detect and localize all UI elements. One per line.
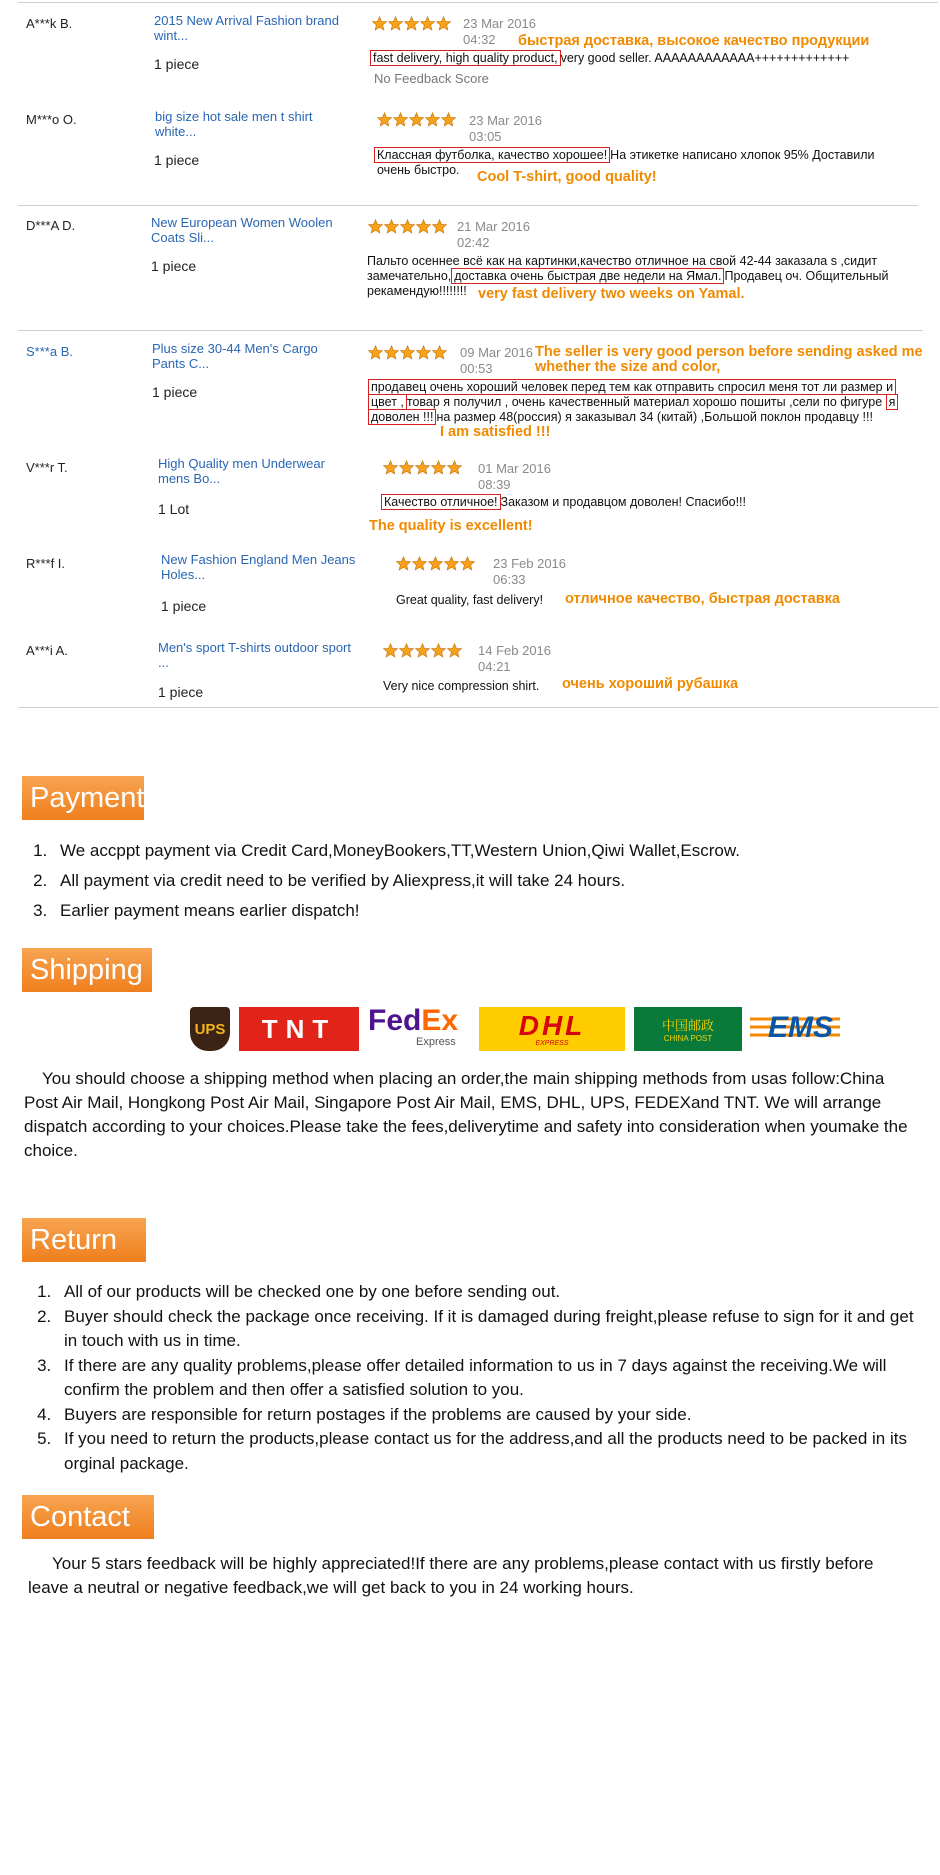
return-item: 5. If you need to return the products,please contact us for the address,and all the products need to be packed in its orginal package. [56, 1427, 922, 1476]
star-icon [447, 643, 462, 658]
divider [18, 707, 938, 708]
product-link[interactable]: Plus size 30-44 Men's Cargo Pants C... [152, 341, 318, 371]
quantity: 1 Lot [158, 501, 190, 517]
buyer-name: R***f I. [26, 556, 66, 571]
highlighted-text: доставка очень быстрая две недели на Ямал. [451, 268, 724, 284]
star-icon [399, 643, 414, 658]
review-text-line [368, 380, 896, 395]
china-post-logo [634, 1007, 742, 1051]
highlighted-text: цвет , [368, 394, 407, 410]
product-link[interactable]: Men's sport T-shirts outdoor sport ... [158, 640, 351, 670]
shipping-heading: Shipping [22, 948, 152, 992]
star-rating [368, 219, 447, 234]
review-text-rest: very good seller. AAAAAAAAAAAA+++++++++++++ [560, 51, 850, 65]
review-text-line [368, 395, 898, 410]
payment-list [22, 836, 922, 926]
translation-note: whether the size and color, [535, 359, 721, 375]
star-icon [425, 112, 440, 127]
star-icon [388, 16, 403, 31]
return-item: 2. Buyer should check the package once receiving. If it is damaged during freight,please refuse to sign for it and get in touch with us in time. [56, 1305, 922, 1354]
star-icon [447, 460, 462, 475]
translation-note: отличное качество, быстрая доставка [565, 591, 840, 607]
star-rating [377, 112, 456, 127]
contact-heading: Contact [22, 1495, 154, 1539]
contact-text: Your 5 stars feedback will be highly appreciated!If there are any problems,please contact with us firstly before leave a neutral or negative feedback,we will get back to you in 24 working hours. [28, 1554, 874, 1597]
review-text [370, 51, 849, 66]
star-rating [368, 345, 447, 360]
star-icon [431, 643, 446, 658]
star-icon [396, 556, 411, 571]
star-icon [409, 112, 424, 127]
divider [18, 330, 923, 331]
star-icon [384, 219, 399, 234]
review-time: 03:05 [469, 129, 502, 144]
tnt-logo-text: TNT [261, 1013, 337, 1044]
star-icon [404, 16, 419, 31]
star-icon [428, 556, 443, 571]
highlighted-text: продавец очень хороший человек перед тем как отправить спросил меня тот ли размер и [368, 379, 896, 395]
review-date: 01 Mar 2016 [478, 461, 551, 476]
buyer-name[interactable]: S***a B. [26, 344, 73, 359]
star-icon [383, 643, 398, 658]
payment-item: 1. We accppt payment via Credit Card,MoneyBookers,TT,Western Union,Qiwi Wallet,Escrow. [52, 836, 922, 866]
translation-note: I am satisfied !!! [440, 424, 551, 440]
ems-logo [750, 1007, 842, 1051]
review-text-part: на размер 48(россия) я заказывал 34 (китай) ,Большой поклон продавцу !!! [436, 410, 873, 424]
review-time: 04:32 [463, 32, 496, 47]
translation-note: The seller is very good person before sending asked me [535, 344, 923, 360]
return-item: 3. If there are any quality problems,please offer detailed information to us in 7 days against the receiving.We will confirm the problem and then offer a satisfied solution to you. [56, 1354, 922, 1403]
review-text-part: Продавец оч. Общительный [724, 269, 889, 283]
dhl-logo-text: DHL [518, 1009, 586, 1041]
star-icon [441, 112, 456, 127]
buyer-name: M***o O. [26, 112, 77, 127]
product-link[interactable]: 2015 New Arrival Fashion brand wint... [154, 13, 339, 43]
star-icon [372, 16, 387, 31]
star-icon [399, 460, 414, 475]
star-icon [368, 219, 383, 234]
china-post-logo-cn: 中国邮政 [661, 1018, 714, 1033]
review-text: Very nice compression shirt. [383, 679, 540, 693]
review-date: 23 Mar 2016 [463, 16, 536, 31]
quantity: 1 piece [158, 684, 204, 700]
highlighted-text: fast delivery, high quality product, [370, 50, 561, 66]
return-item: 1. All of our products will be checked one by one before sending out. [56, 1280, 922, 1305]
review-date: 23 Feb 2016 [493, 556, 567, 571]
star-icon [393, 112, 408, 127]
review-text-part: Заказом и продавцом доволен! Спасибо!!! [500, 495, 747, 509]
star-icon [436, 16, 451, 31]
star-icon [383, 460, 398, 475]
quantity: 1 piece [151, 258, 197, 274]
review-text-line [367, 269, 888, 284]
star-icon [400, 219, 415, 234]
star-icon [416, 345, 431, 360]
highlighted-text: Классная футболка, качество хорошее! [374, 147, 610, 163]
buyer-name: A***i A. [26, 643, 68, 658]
star-rating [383, 643, 462, 658]
star-icon [400, 345, 415, 360]
payment-heading: Payment [22, 776, 144, 820]
return-heading: Return [22, 1218, 146, 1262]
product-link[interactable]: New Fashion England Men Jeans Holes... [161, 552, 356, 582]
star-icon [412, 556, 427, 571]
review-text-part: замечательно, [367, 269, 452, 283]
star-icon [431, 460, 446, 475]
star-icon [416, 219, 431, 234]
buyer-name: D***A D. [26, 218, 76, 233]
buyer-name: A***k B. [26, 16, 73, 31]
review-text-line [381, 495, 746, 510]
fedex-logo-ex: Ex [421, 1004, 459, 1037]
review-text-line: рекамендую!!!!!!!! [367, 284, 467, 298]
review-time: 00:53 [460, 361, 493, 376]
review-time: 06:33 [493, 572, 526, 587]
review-date: 21 Mar 2016 [457, 219, 530, 234]
review-text-line: очень быстро. [377, 163, 460, 177]
buyer-name: V***r T. [26, 460, 68, 475]
review-time: 02:42 [457, 235, 490, 250]
quantity: 1 piece [161, 598, 207, 614]
ems-logo-text: EMS [768, 1011, 834, 1044]
translation-note: Cool T-shirt, good quality! [477, 169, 657, 185]
product-link[interactable]: big size hot sale men t shirt white... [155, 109, 313, 139]
star-icon [377, 112, 392, 127]
return-list [22, 1280, 922, 1476]
review-date: 23 Mar 2016 [469, 113, 542, 128]
quantity: 1 piece [152, 384, 198, 400]
star-icon [368, 345, 383, 360]
review-time: 08:39 [478, 477, 511, 492]
star-icon [420, 16, 435, 31]
translation-note: быстрая доставка, высокое качество продукции [518, 33, 870, 49]
divider [18, 205, 918, 206]
quantity: 1 piece [154, 56, 200, 72]
payment-item: 2. All payment via credit need to be verified by Aliexpress,it will take 24 hours. [52, 866, 922, 896]
ups-logo: UPS [190, 1007, 230, 1051]
review-date: 09 Mar 2016 [460, 345, 533, 360]
review-text-line: Пальто осеннее всё как на картинки,качество отличное на свой 42-44 заказала s ,сидит [367, 254, 878, 268]
translation-note: очень хороший рубашка [562, 676, 739, 692]
product-link[interactable]: High Quality men Underwear mens Bo... [158, 456, 325, 486]
fedex-logo-fed: Fed [368, 1004, 422, 1037]
highlighted-text: доволен !!! [368, 409, 436, 425]
star-icon [415, 643, 430, 658]
star-icon [444, 556, 459, 571]
dhl-logo-sub: EXPRESS [535, 1039, 569, 1047]
translation-note: The quality is excellent! [369, 518, 533, 534]
star-rating [383, 460, 462, 475]
review-date: 14 Feb 2016 [478, 643, 552, 658]
translation-note: very fast delivery two weeks on Yamal. [478, 286, 745, 302]
star-icon [384, 345, 399, 360]
star-icon [432, 345, 447, 360]
star-icon [460, 556, 475, 571]
review-text-rest: На этикетке написано хлопок 95% Доставили [610, 148, 875, 162]
quantity: 1 piece [154, 152, 200, 168]
dhl-logo [479, 1007, 625, 1051]
fedex-logo [368, 1005, 473, 1049]
star-icon [432, 219, 447, 234]
star-icon [415, 460, 430, 475]
shipping-text: You should choose a shipping method when placing an order,the main shipping methods from usas follow:China Post Air Mail, Hongkong Post Air Mail, Singapore Post Air Mail, EMS, DHL, UPS, FEDEXand TNT. We will arrange dispatch according to your choices.Please take the fees,deliverytime and safety into consideration when youmake the choice. [24, 1069, 908, 1160]
review-time: 04:21 [478, 659, 511, 674]
china-post-logo-en: CHINA POST [663, 1034, 713, 1043]
review-text-part: товар я получил , очень качественный материал хорошо пошиты ,сели по фигуре [406, 395, 883, 409]
highlighted-text: Качество отличное! [381, 494, 501, 510]
feedback-score: No Feedback Score [374, 71, 489, 86]
divider [18, 2, 938, 3]
star-rating [372, 16, 451, 31]
product-link[interactable]: New European Women Woolen Coats Sli... [151, 215, 333, 245]
review-text [374, 148, 875, 163]
fedex-logo-sub: Express [416, 1036, 456, 1048]
star-rating [396, 556, 475, 571]
return-item: 4. Buyers are responsible for return postages if the problems are caused by your side. [56, 1403, 922, 1428]
tnt-logo [239, 1007, 359, 1051]
review-text-line [368, 410, 873, 425]
review-text: Great quality, fast delivery! [396, 593, 544, 607]
highlighted-text: я [886, 394, 899, 410]
payment-item: 3. Earlier payment means earlier dispatch! [52, 896, 922, 926]
